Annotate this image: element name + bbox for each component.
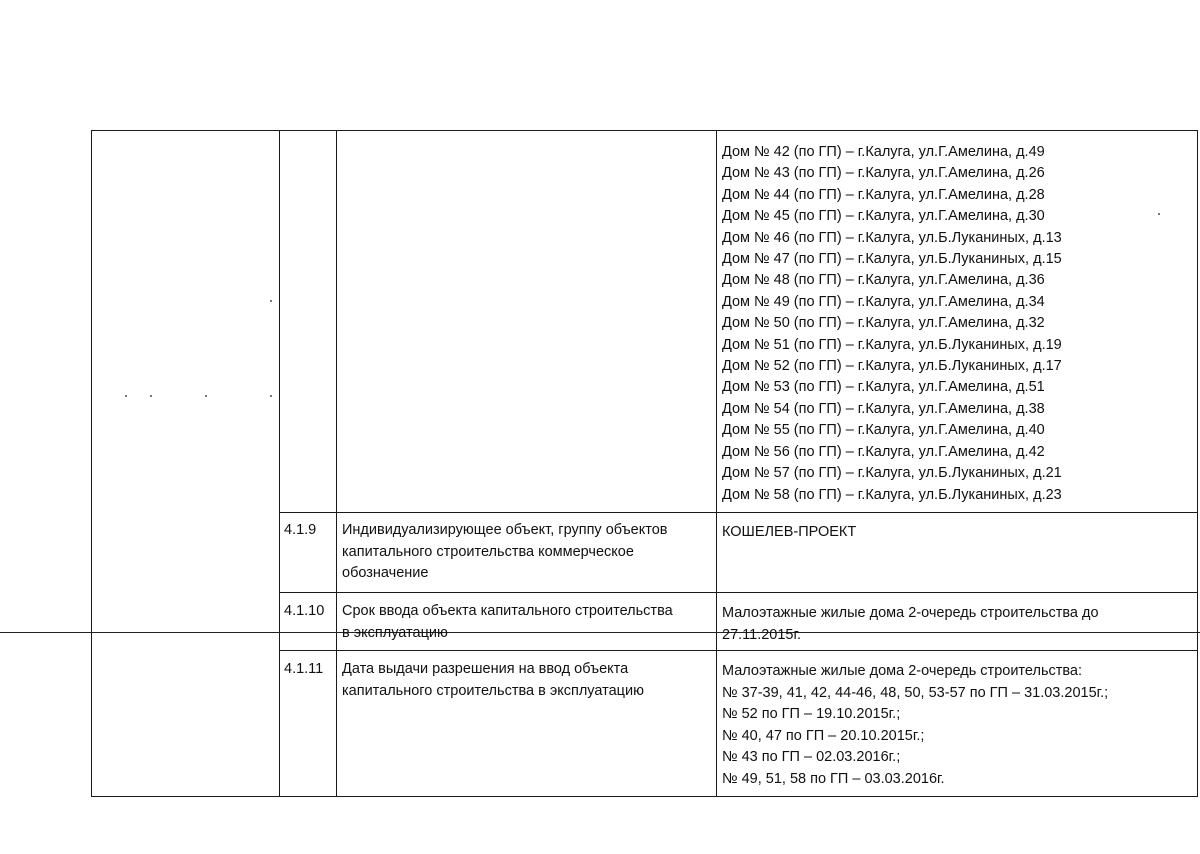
value-line: КОШЕЛЕВ-ПРОЕКТ (722, 524, 857, 540)
address-list-item: Дом № 55 (по ГП) – г.Калуга, ул.Г.Амелина, д.40 (722, 422, 1045, 439)
row-label-4-1-9 (342, 520, 667, 585)
address-list-item: Дом № 56 (по ГП) – г.Калуга, ул.Г.Амелина, д.42 (722, 443, 1045, 460)
column-divider-1 (279, 130, 280, 797)
column-divider-2 (336, 130, 337, 797)
address-list-item: Дом № 52 (по ГП) – г.Калуга, ул.Б.Луканиных, д.17 (722, 358, 1062, 375)
row-number-4-1-9: 4.1.9 (284, 522, 317, 538)
label-line: капитального строительства коммерческое (342, 543, 634, 560)
row-divider-4-1-9 (279, 512, 1198, 513)
row-value-4-1-11 (722, 661, 1108, 790)
value-line: № 40, 47 по ГП – 20.10.2015г.; (722, 727, 925, 744)
label-line: Дата выдачи разрешения на ввод объекта (342, 661, 629, 677)
value-line: 27.11.2015г. (722, 626, 802, 643)
row-number-4-1-10: 4.1.10 (284, 603, 325, 619)
address-list-item: Дом № 45 (по ГП) – г.Калуга, ул.Г.Амелина, д.30 (722, 208, 1045, 225)
row-divider-4-1-11 (279, 650, 1198, 651)
row-value-4-1-9 (722, 522, 856, 544)
scan-speck (205, 395, 207, 397)
row-number-4-1-11: 4.1.11 (284, 661, 324, 677)
scan-speck (270, 395, 272, 397)
scan-speck (150, 395, 152, 397)
label-line: капитального строительства в эксплуатацию (342, 682, 644, 699)
table-right-border (1197, 130, 1198, 797)
label-line: Срок ввода объекта капитального строительства (342, 603, 673, 619)
scan-speck (125, 395, 127, 397)
table-top-border (91, 130, 1198, 131)
table-left-border (91, 130, 92, 797)
address-list-item: Дом № 43 (по ГП) – г.Калуга, ул.Г.Амелина, д.26 (722, 165, 1045, 182)
address-list-item: Дом № 46 (по ГП) – г.Калуга, ул.Б.Луканиных, д.13 (722, 229, 1062, 246)
address-list-item: Дом № 57 (по ГП) – г.Калуга, ул.Б.Луканиных, д.21 (722, 465, 1062, 482)
address-list-item: Дом № 42 (по ГП) – г.Калуга, ул.Г.Амелина, д.49 (722, 144, 1045, 160)
row-divider-4-1-10 (279, 592, 1198, 593)
value-line: Малоэтажные жилые дома 2-очередь строительства: (722, 663, 1083, 679)
scan-speck (1158, 213, 1160, 215)
value-line: № 49, 51, 58 по ГП – 03.03.2016г. (722, 770, 945, 787)
row-label-4-1-11 (342, 659, 644, 702)
value-line: № 52 по ГП – 19.10.2015г.; (722, 706, 901, 722)
scan-speck (270, 300, 272, 302)
address-list-item: Дом № 58 (по ГП) – г.Калуга, ул.Б.Луканиных, д.23 (722, 486, 1062, 503)
value-line: № 37-39, 41, 42, 44-46, 48, 50, 53-57 по ГП – 31.03.2015г.; (722, 684, 1109, 701)
address-list-item: Дом № 54 (по ГП) – г.Калуга, ул.Г.Амелина, д.38 (722, 400, 1045, 417)
address-list-item: Дом № 51 (по ГП) – г.Калуга, ул.Б.Луканиных, д.19 (722, 336, 1062, 353)
table-bottom-border (91, 796, 1198, 797)
house-address-list (722, 142, 1062, 506)
column-divider-3 (716, 130, 717, 797)
address-list-item: Дом № 49 (по ГП) – г.Калуга, ул.Г.Амелина, д.34 (722, 293, 1045, 310)
address-list-item: Дом № 48 (по ГП) – г.Калуга, ул.Г.Амелина, д.36 (722, 272, 1045, 289)
row-label-4-1-10 (342, 601, 673, 644)
label-line: в эксплуатацию (342, 624, 448, 641)
address-list-item: Дом № 44 (по ГП) – г.Калуга, ул.Г.Амелина, д.28 (722, 186, 1045, 203)
row-value-4-1-10 (722, 603, 1099, 646)
value-line: № 43 по ГП – 02.03.2016г.; (722, 749, 901, 765)
address-list-item: Дом № 53 (по ГП) – г.Калуга, ул.Г.Амелина, д.51 (722, 379, 1045, 396)
label-line: обозначение (342, 565, 429, 581)
address-list-item: Дом № 47 (по ГП) – г.Калуга, ул.Б.Луканиных, д.15 (722, 251, 1062, 268)
label-line: Индивидуализирующее объект, группу объектов (342, 522, 668, 538)
address-list-item: Дом № 50 (по ГП) – г.Калуга, ул.Г.Амелина, д.32 (722, 315, 1045, 332)
value-line: Малоэтажные жилые дома 2-очередь строительства до (722, 605, 1099, 621)
